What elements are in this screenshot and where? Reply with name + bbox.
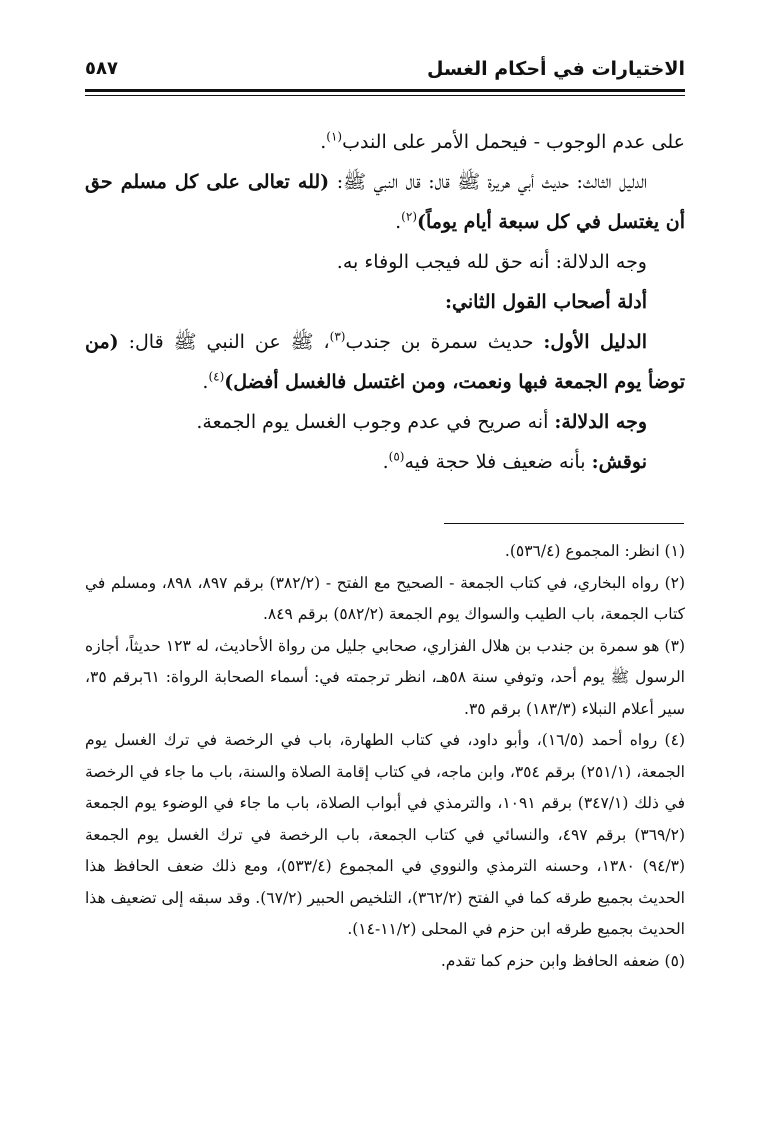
footnote-ref-3: (٣) (329, 329, 346, 344)
p5-text2: ، ﷺ عن النبي ﷺ قال: (118, 331, 330, 353)
p2-quote: (لله تعالى على كل مسلم حق أن يغتسل في كل سبعة أيام يوماً) (85, 171, 685, 233)
p1-text: على عدم الوجوب - فيحمل الأمر على الندب (342, 131, 685, 153)
paragraph-1 (85, 122, 685, 162)
p5-text: حديث سمرة بن جندب (345, 331, 544, 353)
footnote-1: (١) انظر: المجموع (٥٣٦/٤). (504, 542, 685, 560)
footnote-separator (444, 523, 684, 524)
footnote-ref-2: (٢) (401, 209, 417, 224)
footnote-5: (٥) ضعفه الحافظ وابن حزم كما تقدم. (440, 951, 685, 970)
footnote-ref-4: (٤) (208, 369, 225, 384)
footnote-3: (٣) هو سمرة بن جندب بن هلال الفزاري، صحابي جليل من رواة الأحاديث، له ١٢٣ حديثاً، أجازه الرسول ﷺ يوم أحد، وتوفي سنة ٥٨هـ، انظر ترجمته في: أسماء الصحابة الرواة: ٦١برقم ٣٥، سير أعلام النبلاء (١٨٣/٣) برقم ٣٥. (85, 636, 685, 718)
footnote-ref-1: (١) (326, 129, 343, 144)
page-number: ٥٨٧ (85, 58, 118, 79)
footnote-ref-5: (٥) (388, 449, 405, 464)
paragraph-2 (85, 162, 685, 242)
header-title: الاختيارات في أحكام الغسل (426, 58, 685, 80)
paragraph-3 (85, 242, 685, 282)
p2-end: . (395, 211, 402, 233)
section-heading (85, 282, 685, 322)
p6-text: أنه صريح في عدم وجوب الغسل يوم الجمعة. (196, 411, 555, 433)
running-header (85, 52, 685, 86)
p5-end: . (202, 371, 209, 393)
footnote-2: (٢) رواه البخاري، في كتاب الجمعة - الصحيح مع الفتح - (٣٨٢/٢) برقم ٨٩٧، ٨٩٨، ومسلم في كتاب الجمعة، باب الطيب والسواك يوم الجمعة (٥٨٢/٢) برقم ٨٤٩. (85, 573, 686, 623)
paragraph-5 (85, 322, 685, 402)
p2-label: الدليل الثالث: حديث أبي هريرة ﷺ قال: قال النبي ﷺ: (329, 171, 647, 193)
header-rule-thin (85, 95, 685, 96)
p3-text: وجه الدلالة: أنه حق لله فيجب الوفاء به. (336, 251, 647, 273)
p4-heading: أدلة أصحاب القول الثاني: (445, 291, 647, 313)
p5-label: الدليل الأول: (543, 331, 647, 353)
p5-quote: (من توضأ يوم الجمعة فبها ونعمت، ومن اغتسل فالغسل أفضل) (85, 331, 685, 393)
main-text (85, 122, 685, 482)
paragraph-7 (85, 442, 685, 482)
paragraph-6 (85, 402, 685, 442)
p7-label: نوقش: (591, 451, 647, 473)
p7-text: بأنه ضعيف فلا حجة فيه (404, 451, 592, 473)
footnote-4: (٤) رواه أحمد (١٦/٥)، وأبو داود، في كتاب الطهارة، باب في الرخصة في ترك الغسل يوم الجمعة، (٢٥١/١) برقم ٣٥٤، وابن ماجه، في كتاب إقامة الصلاة والسنة، باب ما جاء في الرخصة في ذلك (٣٤٧/١) برقم ١٠٩١، والترمذي في أبواب الصلاة، باب ما جاء في الوضوء يوم الجمعة (٣٦٩/٢) برقم ٤٩٧، والنسائي في كتاب الجمعة، باب الرخصة في ترك الغسل يوم الجمعة (٩٤/٣) ١٣٨٠، وحسنه الترمذي والنووي في المجموع (٥٣٣/٤)، ومع ذلك ضعف الحافظ هذا الحديث بجميع طرقه كما في الفتح (٣٦٢/٢)، التلخيص الحبير (٦٧/٢). وقد سبقه إلى تضعيف هذا الحديث بجميع طرقه ابن حزم في المحلى (١١/٢-١٤). (85, 731, 686, 938)
p1-end: . (320, 131, 327, 153)
footnotes (85, 536, 685, 977)
p7-end: . (382, 451, 389, 473)
header-rule-thick (85, 89, 685, 92)
p6-label: وجه الدلالة: (554, 411, 647, 433)
